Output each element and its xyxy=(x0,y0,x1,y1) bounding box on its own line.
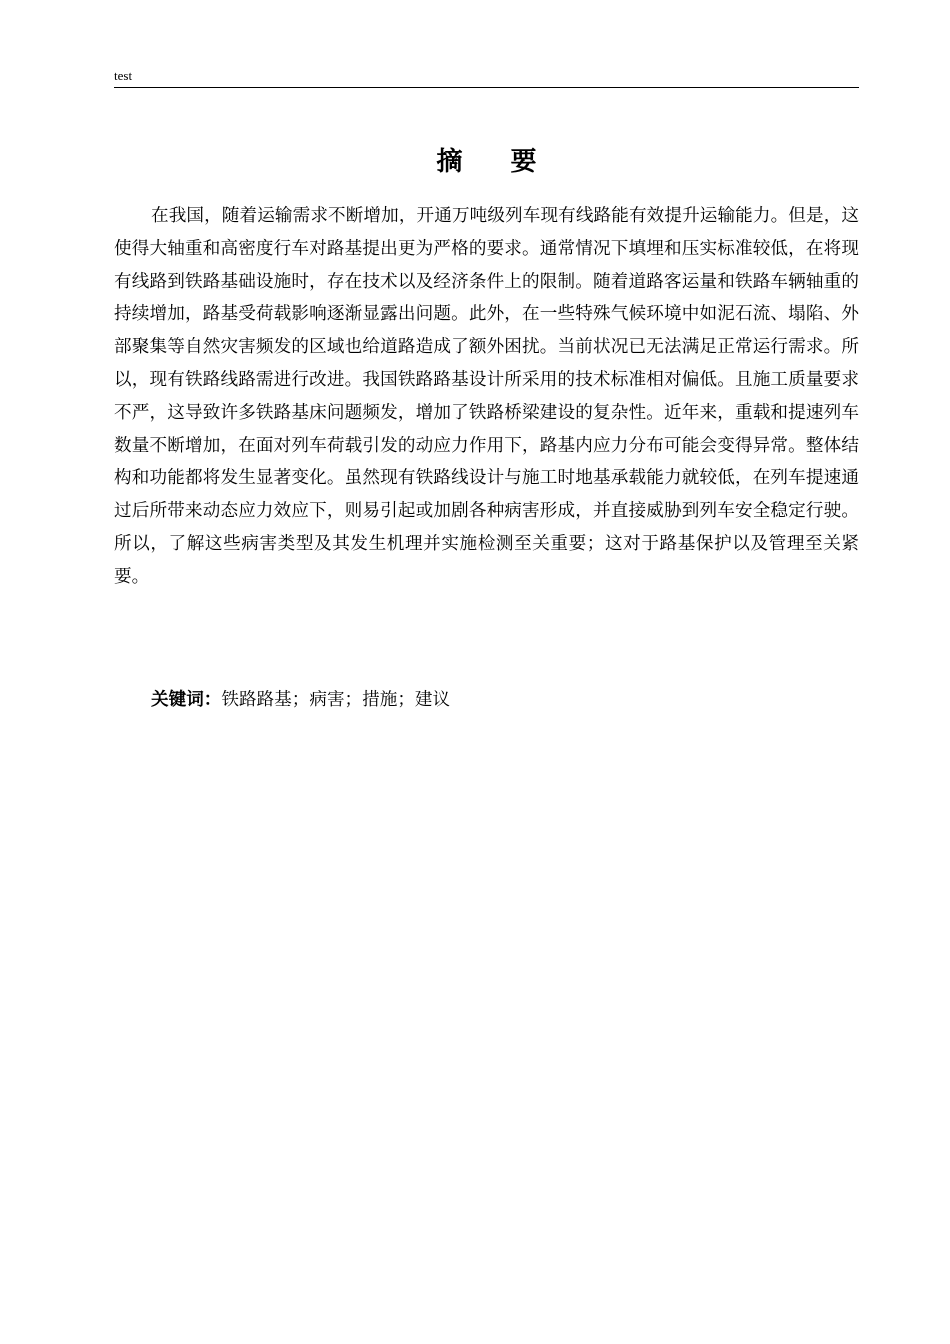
keywords-value: 铁路路基；病害；措施；建议 xyxy=(221,690,451,710)
keywords-label: 关键词： xyxy=(151,690,222,710)
header-text: test xyxy=(114,68,133,83)
page-header xyxy=(114,68,859,88)
abstract-paragraph: 在我国，随着运输需求不断增加，开通万吨级列车现有线路能有效提升运输能力。但是，这使得大轴重和高密度行车对路基提出更为严格的要求。通常情况下填埋和压实标准较低，在将现有线路到铁路基础设施时，存在技术以及经济条件上的限制。随着道路客运量和铁路车辆轴重的持续增加，路基受荷载影响逐渐显露出问题。此外，在一些特殊气候环境中如泥石流、塌陷、外部聚集等自然灾害频发的区域也给道路造成了额外困扰。当前状况已无法满足正常运行需求。所以，现有铁路线路需进行改进。我国铁路路基设计所采用的技术标准相对偏低。且施工质量要求不严，这导致许多铁路基床问题频发，增加了铁路桥梁建设的复杂性。近年来，重载和提速列车数量不断增加，在面对列车荷载引发的动应力作用下，路基内应力分布可能会变得异常。整体结构和功能都将发生显著变化。虽然现有铁路线设计与施工时地基承载能力就较低，在列车提速通过后所带来动态应力效应下，则易引起或加剧各种病害形成，并直接威胁到列车安全稳定行驶。所以，了解这些病害类型及其发生机理并实施检测至关重要；这对于路基保护以及管理至关紧要。 xyxy=(114,206,859,587)
page-title: 摘要 xyxy=(436,147,585,177)
keywords-line xyxy=(151,684,859,716)
